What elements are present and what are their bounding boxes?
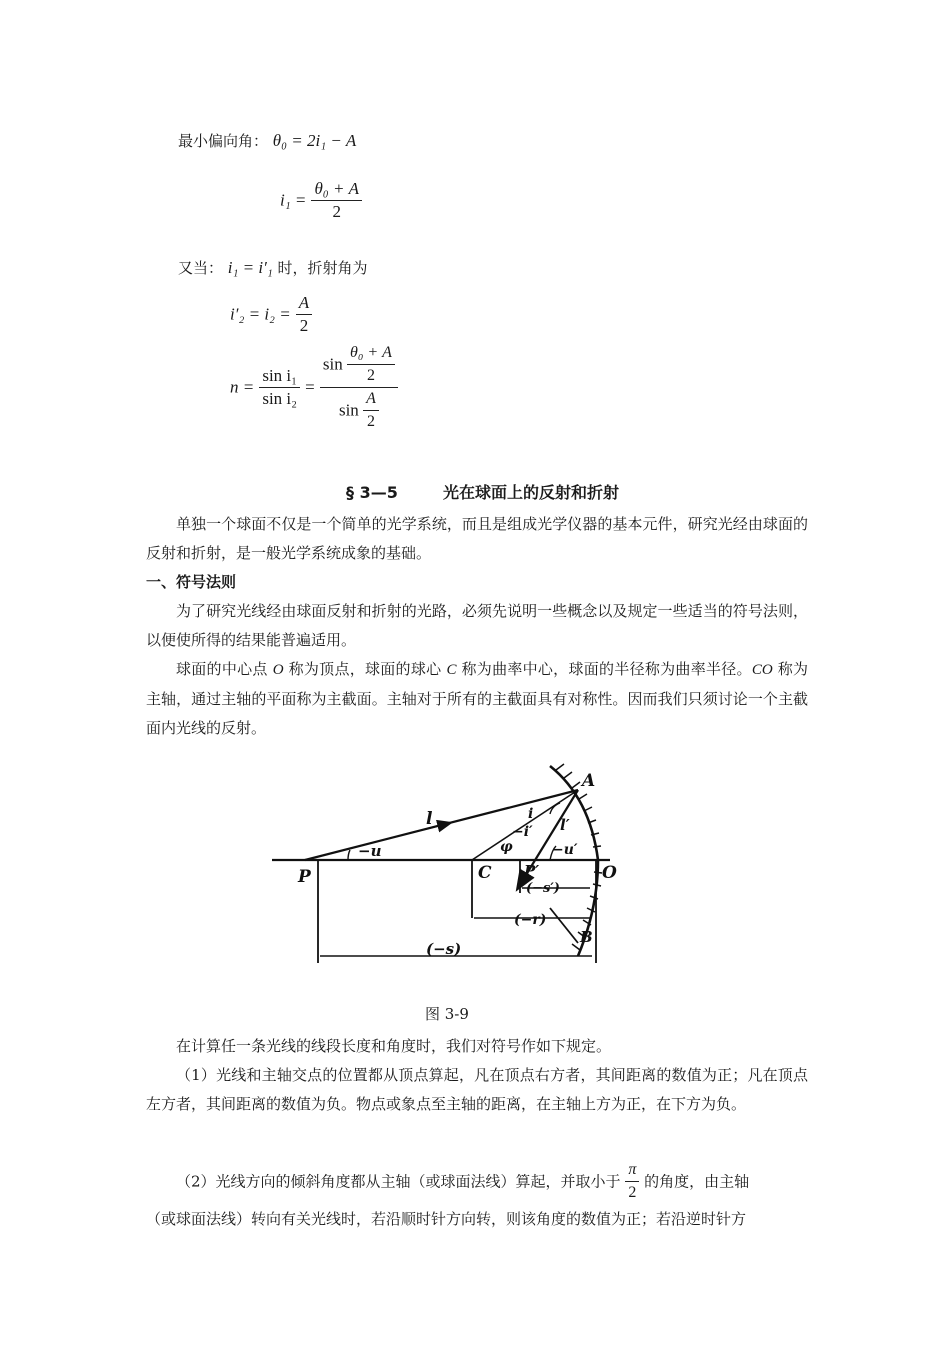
figure-spherical-mirror [260,758,660,973]
a-denominator: 2 [366,413,375,430]
label-phi: φ [500,839,513,855]
label-neg-r: (−r) [514,912,547,928]
i2-formula [230,292,312,337]
subheading-sign-rules: 一、符号法则 [146,573,237,591]
also-when-equation: i₁ = i′₁ [227,258,273,277]
min-deviation-label: 最小偏向角： [178,132,269,150]
i1-formula [280,178,362,223]
i1-numerator: θ₀ + A [311,178,362,201]
pi-denominator: 2 [628,1184,637,1201]
rule-2-line-1 [176,1159,749,1204]
n-half-angle-denominator [320,388,398,433]
section-heading [346,480,619,503]
pi-over-2 [625,1159,639,1204]
min-deviation-equation: θ₀ = 2i₁ − A [272,131,357,150]
paragraph-definitions [146,655,808,743]
label-neg-s: (−s) [426,940,462,958]
label-neg-u: −u [358,842,382,860]
i1-fraction [311,178,362,223]
intro-paragraph: 单独一个球面不仅是一个简单的光学系统，而且是组成光学仪器的基本元件，研究光经由球面的反射和折射，是一般光学系统成象的基础。 [146,515,808,562]
figure-caption: 图 3-9 [425,1005,469,1023]
p2-c: 称为曲率中心，球面的半径称为曲率半径。 [456,660,752,678]
i2-denominator: 2 [299,316,309,335]
i2-lhs: i′₂ = i₂ = [230,304,291,324]
i1-denominator: 2 [332,202,342,221]
n-half-angle-ratio [320,342,398,433]
label-o: O [602,863,617,883]
label-i: i [528,806,534,822]
p2-d: 称为主轴，通过主轴的平面称为主截面。主轴对于所有的主截面具有对称性。因而我们只须讨论一个主截面内光线的反射。 [146,660,808,737]
body-text [146,510,808,743]
theta-plus-a: θ₀ + A [347,342,395,365]
label-p-prime: P′ [524,862,540,880]
label-neg-s-prime: (−s′) [526,881,560,896]
sin-label-bottom: sin [338,400,359,420]
p2-a: 球面的中心点 [176,660,273,678]
i1-lhs: i₁ = [280,190,307,210]
label-neg-i-prime: −i′ [512,824,533,840]
also-when-label: 又当： [178,259,224,277]
also-when-tail: 时，折射角为 [277,259,368,277]
p2-CO: CO [751,662,773,678]
paragraph-sign-rules: 为了研究光线经由球面反射和折射的光路，必须先说明一些概念以及规定一些适当的符号法则，以便使所得的结果能普遍适用。 [146,602,808,649]
n-equals: = [305,377,315,397]
section-title: 光在球面上的反射和折射 [443,483,620,502]
ray-to-b [550,908,578,943]
label-p: P [298,867,311,887]
rule-2-line-2: （或球面法线）转向有关光线时，若沿顺时针方向转，则该角度的数值为正；若沿逆时针方 [146,1210,747,1228]
pi-numerator: π [625,1159,639,1182]
rule-2-part-a: （2）光线方向的倾斜角度都从主轴（或球面法线）算起，并取小于 [176,1172,621,1191]
refractive-index-formula [230,342,398,433]
n-sine-ratio [259,365,300,410]
label-a: A [582,771,596,791]
i2-fraction [296,292,312,337]
theta-plus-a-over-2 [347,342,395,387]
n-lhs: n = [230,377,255,397]
label-l-prime: l′ [560,816,570,834]
sin-label-top: sin [322,354,343,374]
n-sine-denominator: sin i₂ [262,389,298,408]
label-b: B [580,928,593,946]
rules-intro: 在计算任一条光线的线段长度和角度时，我们对符号作如下规定。 [176,1037,612,1055]
p2-O: O [272,662,284,678]
p2-C: C [446,662,457,678]
angle-u-arc [348,850,350,860]
a-over-2 [363,388,379,433]
n-sine-numerator: sin i₁ [259,365,300,388]
theta-plus-a-den: 2 [366,367,375,384]
rule-1: （1）光线和主轴交点的位置都从顶点算起，凡在顶点右方者，其间距离的数值为正；凡在顶点左方者，其间距离的数值为负。物点或象点至主轴的距离，在主轴上方为正，在下方为负。 [146,1066,808,1113]
also-when-line [178,258,368,278]
a-numerator: A [363,388,379,411]
label-l: l [426,809,433,829]
p2-b: 称为顶点，球面的球心 [283,660,447,678]
rule-2-part-b: 的角度，由主轴 [644,1172,750,1191]
n-half-angle-numerator [320,342,398,388]
label-neg-u-prime: −u′ [552,842,578,858]
rules-text [146,1032,808,1119]
label-c: C [478,863,492,883]
section-number: § 3—5 [346,483,398,502]
min-deviation-line [178,131,356,151]
i2-numerator: A [296,292,312,315]
